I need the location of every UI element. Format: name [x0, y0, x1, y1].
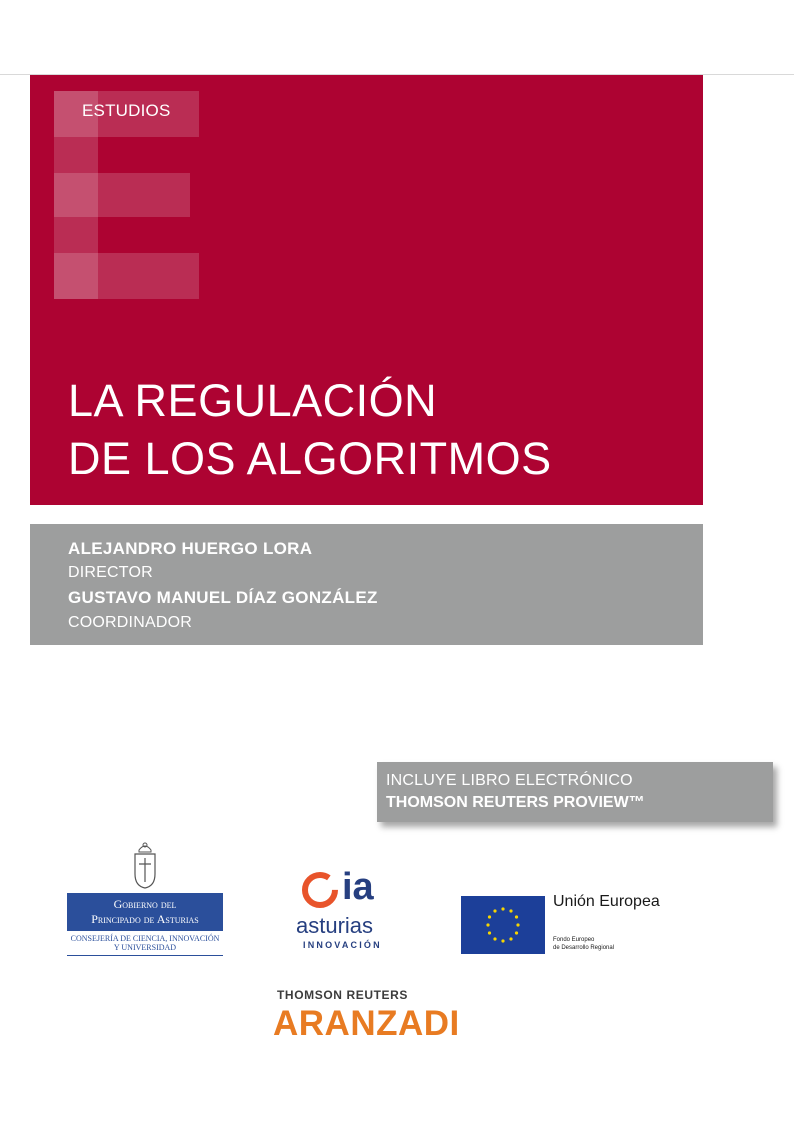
ia-asturias-logo — [292, 868, 402, 958]
director-role: DIRECTOR — [68, 564, 153, 581]
coordinator-name: GUSTAVO MANUEL DÍAZ GONZÁLEZ — [68, 588, 378, 607]
crest-icon — [131, 840, 159, 890]
book-title-line-1: LA REGULACIÓN — [68, 375, 438, 426]
ebook-line-1: INCLUYE LIBRO ELECTRÓNICO — [386, 772, 633, 789]
eu-label: Unión Europea — [553, 893, 660, 910]
ia-ring-icon — [300, 870, 340, 910]
ia-name: asturias — [296, 913, 374, 938]
gobierno-subtitle — [67, 934, 223, 952]
credits-panel — [30, 524, 703, 645]
eu-flag-icon — [461, 896, 545, 954]
letter-e-watermark-icon — [54, 91, 199, 299]
ebook-banner — [377, 762, 773, 822]
gobierno-box — [67, 893, 223, 931]
ia-tagline: INNOVACIÓN — [303, 940, 382, 950]
book-title-line-2: DE LOS ALGORITMOS — [68, 433, 552, 484]
union-europea-logo — [461, 893, 681, 957]
eu-fund-line-2: de Desarrollo Regional — [553, 945, 615, 951]
gobierno-line-1: Gobierno del — [113, 897, 177, 911]
gobierno-underline — [67, 955, 223, 956]
gobierno-sub-2: Y UNIVERSIDAD — [113, 943, 177, 952]
ia-mark: ia — [342, 866, 374, 908]
gobierno-asturias-logo — [67, 840, 223, 960]
director-name: ALEJANDRO HUERGO LORA — [68, 539, 313, 558]
coordinator-role: COORDINADOR — [68, 614, 192, 631]
eu-fund-line-1: Fondo Europeo — [553, 937, 595, 943]
ebook-line-2: THOMSON REUTERS PROVIEW™ — [386, 794, 645, 811]
title-panel — [30, 75, 703, 505]
publisher-name: ARANZADI — [273, 1004, 460, 1043]
publisher-parent: THOMSON REUTERS — [277, 988, 409, 1002]
gobierno-sub-1: CONSEJERÍA DE CIENCIA, INNOVACIÓN — [70, 934, 220, 943]
series-label: ESTUDIOS — [82, 101, 171, 120]
gobierno-line-2: Principado de Asturias — [91, 912, 199, 926]
